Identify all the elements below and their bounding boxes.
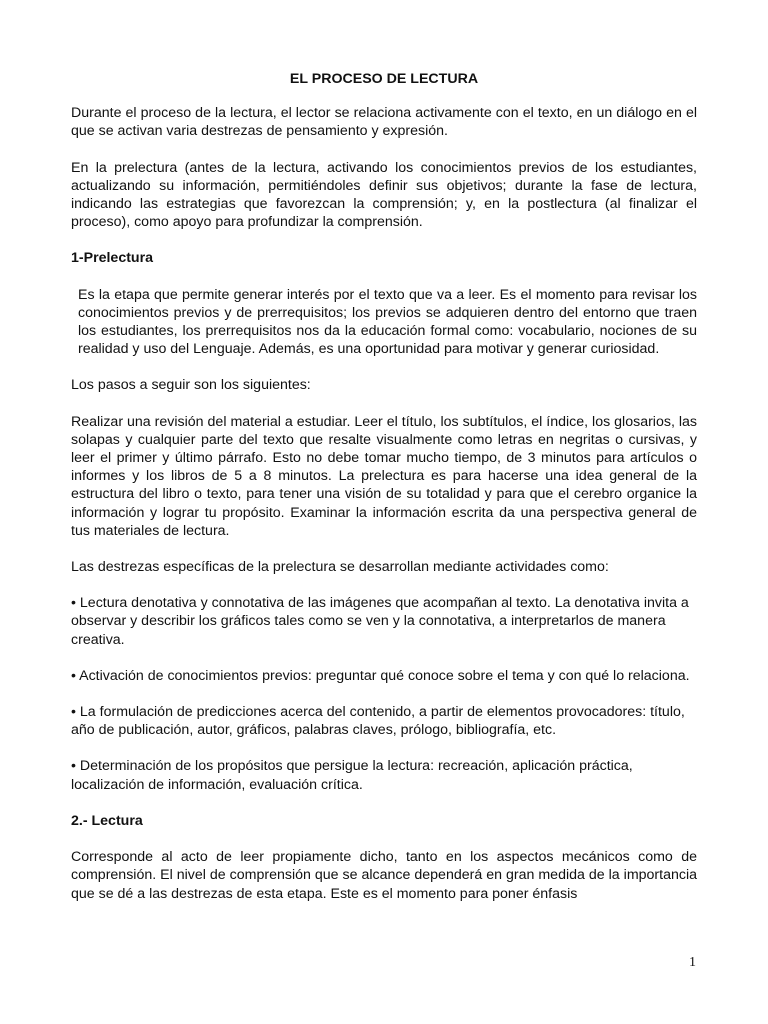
page-number: 1: [689, 955, 696, 970]
bullet-item: • Determinación de los propósitos que persigue la lectura: recreación, aplicación práctica, localización de información, evaluación crítica.: [71, 758, 633, 793]
document-page: [71, 70, 697, 921]
section-heading-lectura: 2.- Lectura: [71, 812, 143, 829]
paragraph-lectura-text: Corresponde al acto de leer propiamente dicho, tanto en los aspectos mecánicos como de comprensión. El nivel de comprensión que se alcance dependerá en gran medida de la importancia que se dé a las destrezas de esta etapa. Este es el momento para poner énfasis: [71, 849, 697, 902]
paragraph-phases: En la prelectura (antes de la lectura, activando los conocimientos previos de los estudiantes, actualizando su información, permitiéndoles definir sus objetivos; durante la fase de lectura, indicando las estrategias que favorezcan la comprensión; y, en la postlectura (al finalizar el proceso), como apoyo para profundizar la comprensión.: [71, 159, 697, 231]
paragraph-steps-text: Realizar una revisión del material a estudiar. Leer el título, los subtítulos, el índice, los glosarios, las solapas y cualquier parte del texto que resalte visualmente como letras en negritas o cursivas, y leer el primer y último párrafo. Esto no debe tomar mucho tiempo, de 3 minutos para artículos o informes y los libros de 5 a 8 minutos. La prelectura es para hacerse una idea general de la estructura del libro o texto, para tener una visión de su totalidad y para que el cerebro organice la información y lograr tu propósito. Examinar la información escrita da una perspectiva general de tus materiales de lectura.: [71, 413, 697, 539]
document-title: EL PROCESO DE LECTURA: [289, 71, 479, 87]
paragraph-prelectura-intro: Es la etapa que permite generar interés por el texto que va a leer. Es el momento para revisar los conocimientos previos y de prerrequisitos; los previos se adquieren dentro del entorno que traen los estudiantes, los prerrequisitos nos da la educación formal como: vocabulario, nociones de su realidad y uso del Lenguaje. Además, es una oportunidad para motivar y generar curiosidad.: [78, 286, 697, 358]
paragraph-steps-intro: Los pasos a seguir son los siguientes:: [71, 377, 311, 394]
bullet-item: • Lectura denotativa y connotativa de las imágenes que acompañan al texto. La denotativa invita a observar y describir los gráficos tales como se ven y la connotativa, a interpretarlos de manera creativa.: [71, 595, 689, 648]
bullet-item: • Activación de conocimientos previos: preguntar qué conoce sobre el tema y con qué lo relaciona.: [71, 667, 690, 684]
paragraph-intro: Durante el proceso de la lectura, el lector se relaciona activamente con el texto, en un diálogo en el que se activan varia destrezas de pensamiento y expresión.: [71, 105, 697, 140]
bullet-item: • La formulación de predicciones acerca del contenido, a partir de elementos provocadores: título, año de publicación, autor, gráficos, palabras claves, prólogo, bibliografía, etc.: [71, 704, 685, 739]
paragraph-skills-intro: Las destrezas específicas de la prelectura se desarrollan mediante actividades como:: [71, 559, 609, 576]
section-heading-prelectura: 1-Prelectura: [71, 250, 154, 267]
